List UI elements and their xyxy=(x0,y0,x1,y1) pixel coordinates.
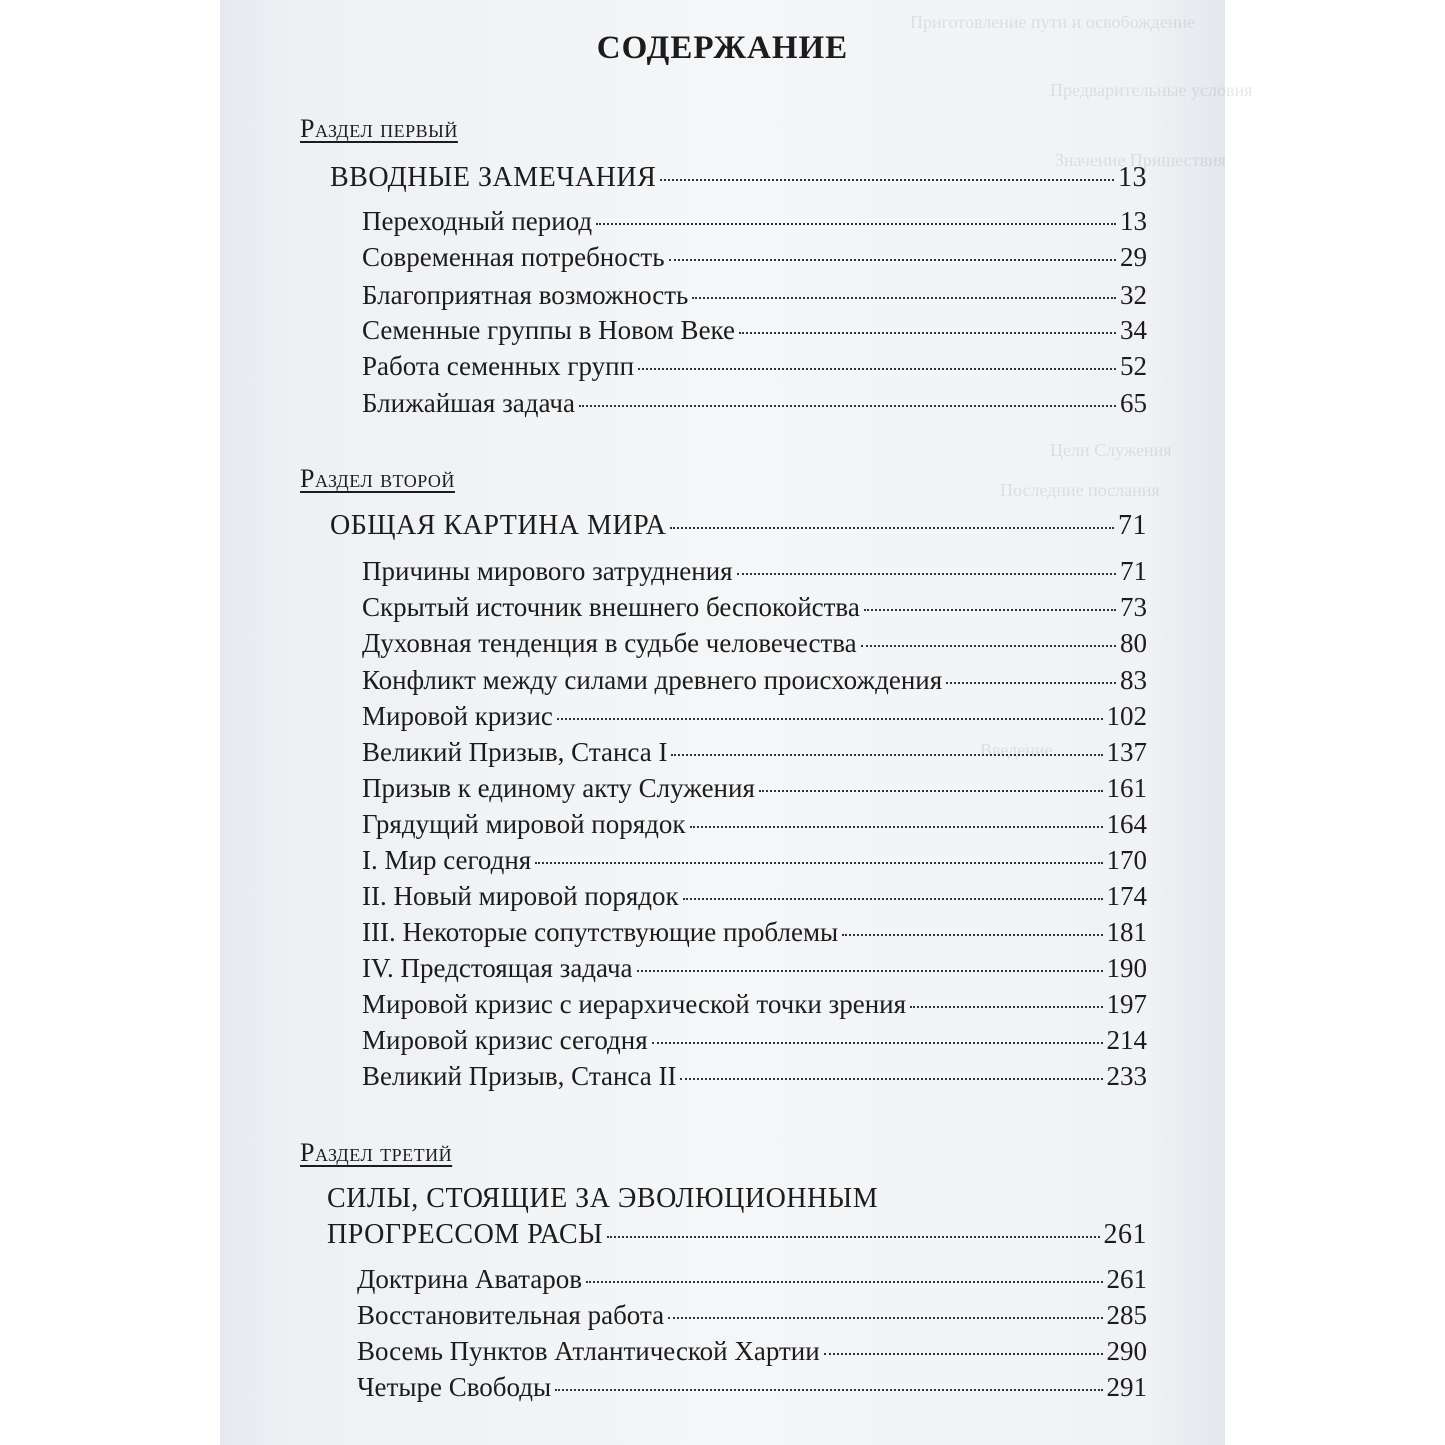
chapter-title: ПРОГРЕССОМ РАСЫ xyxy=(327,1219,604,1250)
dot-leader xyxy=(861,645,1116,647)
page-number: 164 xyxy=(1106,809,1147,839)
entry-title: Восстановительная работа xyxy=(357,1300,665,1330)
entry-title: Скрытый источник внешнего беспокойства xyxy=(362,592,860,622)
entry-title: Мировой кризис сегодня xyxy=(362,1025,648,1055)
page-number: 102 xyxy=(1106,701,1147,731)
page-number: 261 xyxy=(1106,1264,1147,1294)
dot-leader xyxy=(652,1042,1103,1044)
dot-leader xyxy=(596,223,1116,225)
page-number: 174 xyxy=(1106,881,1147,911)
entry-title: Конфликт между силами древнего происхождения xyxy=(362,665,943,695)
chapter-title: ОБЩАЯ КАРТИНА МИРА xyxy=(330,510,667,541)
toc-entry xyxy=(362,628,1147,659)
dot-leader xyxy=(555,1389,1102,1391)
dot-leader xyxy=(824,1353,1103,1355)
toc-entry xyxy=(362,388,1147,419)
dot-leader xyxy=(759,790,1103,792)
page-number: 190 xyxy=(1106,953,1147,983)
dot-leader xyxy=(638,368,1116,370)
dot-leader xyxy=(683,898,1103,900)
toc-chapter xyxy=(330,510,1147,542)
dot-leader xyxy=(946,682,1116,684)
toc-entry xyxy=(362,206,1147,237)
page-number: 285 xyxy=(1106,1300,1147,1330)
dot-leader xyxy=(680,1078,1102,1080)
page-number: 13 xyxy=(1118,162,1147,193)
dot-leader xyxy=(669,259,1116,261)
page-number: 52 xyxy=(1120,351,1147,381)
bleed-through-text: Цели Служения xyxy=(1050,440,1172,460)
dot-leader xyxy=(670,527,1114,529)
dot-leader xyxy=(739,332,1116,334)
toc-entry xyxy=(362,242,1147,273)
page-number: 261 xyxy=(1103,1219,1147,1250)
page-number: 291 xyxy=(1106,1372,1147,1402)
entry-title: Работа семенных групп xyxy=(362,351,635,381)
toc-chapter xyxy=(330,162,1147,194)
page-number: 80 xyxy=(1120,628,1147,658)
entry-title: Великий Призыв, Станса II xyxy=(362,1061,677,1091)
entry-title: Грядущий мировой порядок xyxy=(362,809,686,839)
page-number: 233 xyxy=(1106,1061,1147,1091)
dot-leader xyxy=(579,405,1116,407)
entry-title: III. Некоторые сопутствующие проблемы xyxy=(362,917,839,947)
entry-title: Причины мирового затруднения xyxy=(362,556,733,586)
entry-title: Духовная тенденция в судьбе человечества xyxy=(362,628,857,658)
dot-leader xyxy=(692,297,1116,299)
entry-title: II. Новый мировой порядок xyxy=(362,881,679,911)
entry-title: Современная потребность xyxy=(362,242,665,272)
section-heading: Раздел первый xyxy=(300,114,458,143)
dot-leader xyxy=(557,718,1103,720)
entry-title: Великий Призыв, Станса I xyxy=(362,737,668,767)
page-number: 65 xyxy=(1120,388,1147,418)
toc-entry xyxy=(362,737,1147,768)
toc-entry xyxy=(362,845,1147,876)
dot-leader xyxy=(842,934,1102,936)
book-page xyxy=(220,0,1253,1445)
entry-title: Благоприятная возможность xyxy=(362,280,689,310)
dot-leader xyxy=(864,609,1116,611)
chapter-title-line: СИЛЫ, СТОЯЩИЕ ЗА ЭВОЛЮЦИОННЫМ xyxy=(327,1183,879,1214)
toc-entry xyxy=(362,881,1147,912)
dot-leader xyxy=(668,1317,1102,1319)
toc-entry xyxy=(362,1061,1147,1092)
toc-entry xyxy=(357,1372,1147,1403)
toc-entry xyxy=(362,315,1147,346)
toc-entry xyxy=(362,665,1147,696)
toc-entry xyxy=(362,989,1147,1020)
page-number: 32 xyxy=(1120,280,1147,310)
dot-leader xyxy=(637,970,1103,972)
toc-entry xyxy=(362,701,1147,732)
toc-entry xyxy=(357,1300,1147,1331)
page-number: 71 xyxy=(1120,556,1147,586)
section-heading: Раздел второй xyxy=(300,464,455,493)
toc-entry xyxy=(362,953,1147,984)
entry-title: Семенные группы в Новом Веке xyxy=(362,315,735,345)
dot-leader xyxy=(535,862,1102,864)
entry-title: Переходный период xyxy=(362,206,593,236)
entry-title: Ближайшая задача xyxy=(362,388,575,418)
page-number: 71 xyxy=(1118,510,1147,541)
toc-entry xyxy=(362,809,1147,840)
entry-title: Призыв к единому акту Служения xyxy=(362,773,755,803)
toc-entry xyxy=(362,917,1147,948)
dot-leader xyxy=(690,826,1103,828)
entry-title: IV. Предстоящая задача xyxy=(362,953,633,983)
page-number: 161 xyxy=(1106,773,1147,803)
entry-title: Доктрина Аватаров xyxy=(357,1264,582,1294)
page-number: 181 xyxy=(1106,917,1147,947)
page-number: 29 xyxy=(1120,242,1147,272)
toc-entry xyxy=(362,592,1147,623)
page-number: 197 xyxy=(1106,989,1147,1019)
entry-title: Четыре Свободы xyxy=(357,1372,552,1402)
page-number: 83 xyxy=(1120,665,1147,695)
page-title: СОДЕРЖАНИЕ xyxy=(596,30,849,66)
dot-leader xyxy=(586,1281,1103,1283)
page-number: 137 xyxy=(1106,737,1147,767)
bleed-through-text: Введение xyxy=(980,740,1053,760)
page-number: 170 xyxy=(1106,845,1147,875)
toc-entry xyxy=(357,1264,1147,1295)
page-number: 73 xyxy=(1120,592,1147,622)
page-number: 13 xyxy=(1120,206,1147,236)
bleed-through-text: Последние послания xyxy=(1000,480,1160,500)
toc-entry xyxy=(362,556,1147,587)
toc-entry xyxy=(362,280,1147,311)
bleed-through-text: Приготовление пути и освобождение xyxy=(910,12,1196,32)
toc-entry xyxy=(357,1336,1147,1367)
toc-entry xyxy=(362,773,1147,804)
page-number: 214 xyxy=(1106,1025,1147,1055)
bleed-through-text: Значение Пришествия xyxy=(1055,150,1226,170)
dot-leader xyxy=(910,1006,1102,1008)
chapter-title: ВВОДНЫЕ ЗАМЕЧАНИЯ xyxy=(330,162,657,193)
page-number: 290 xyxy=(1106,1336,1147,1366)
toc-chapter xyxy=(327,1219,1147,1251)
entry-title: Мировой кризис с иерархической точки зрения xyxy=(362,989,907,1019)
bleed-through-text: Предварительные условия xyxy=(1050,80,1253,100)
toc-entry xyxy=(362,351,1147,382)
section-heading: Раздел третий xyxy=(300,1138,453,1167)
entry-title: Восемь Пунктов Атлантической Хартии xyxy=(357,1336,820,1366)
entry-title: I. Мир сегодня xyxy=(362,845,532,875)
page-number: 34 xyxy=(1120,315,1147,345)
entry-title: Мировой кризис xyxy=(362,701,553,731)
dot-leader xyxy=(671,754,1102,756)
dot-leader xyxy=(737,573,1116,575)
dot-leader xyxy=(660,179,1114,181)
dot-leader xyxy=(607,1236,1099,1238)
toc-entry xyxy=(362,1025,1147,1056)
